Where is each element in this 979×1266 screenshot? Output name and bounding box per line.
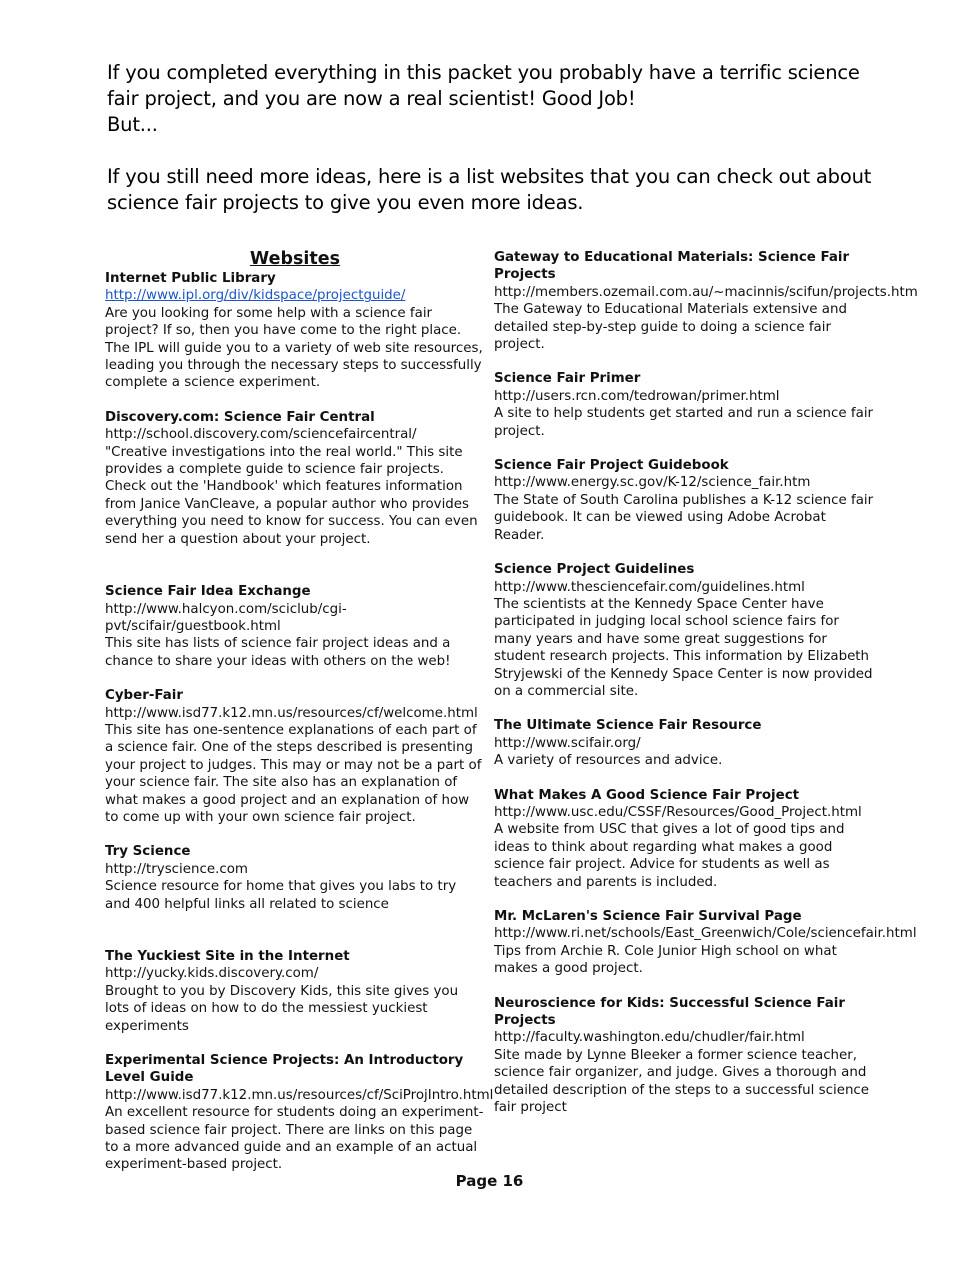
entry-url: http://www.usc.edu/CSSF/Resources/Good_Project.html [494,804,862,820]
entry-title: Neuroscience for Kids: Successful Science Fair Projects [494,995,845,1029]
entry-link[interactable]: http://www.ipl.org/div/kidspace/projectguide/ [105,288,406,304]
website-entry [105,948,485,1035]
entry-description: An excellent resource for students doing an experiment-based science fair project. There are links on this page to a more advanced guide and an example of an actual experiment-based project. [105,1105,484,1173]
website-entry [105,843,485,913]
entry-description: The State of South Carolina publishes a K-12 science fair guidebook. It can be viewed using Adobe Acrobat Reader. [494,492,874,543]
entry-description: Science resource for home that gives you labs to try and 400 helpful links all related to science [105,879,457,912]
entry-description: A site to help students get started and run a science fair project. [494,406,874,439]
intro-line: But... [107,113,158,136]
website-entry [494,249,918,353]
intro-line: If you still need more ideas, here is a list websites that you can check out about [107,165,872,188]
entry-description: This site has lists of science fair project ideas and a chance to share your ideas with others on the web! [105,636,451,669]
website-entry [494,717,874,769]
entry-url: http://school.discovery.com/sciencefaircentral/ [105,427,417,443]
intro-text [107,60,897,216]
right-column [494,249,918,1116]
entry-title: What Makes A Good Science Fair Project [494,787,800,803]
entry-url: http://members.ozemail.com.au/~macinnis/scifun/projects.htm [494,284,918,300]
intro-line: science fair projects to give you even more ideas. [107,191,584,214]
entry-title: Internet Public Library [105,271,276,286]
website-entry [105,1052,494,1174]
entry-url: http://www.thesciencefair.com/guidelines.html [494,579,805,595]
entry-title: Science Project Guidelines [494,562,695,578]
website-entry [105,583,485,670]
entry-title: Mr. McLaren's Science Fair Survival Page [494,909,802,924]
website-entry [105,687,485,826]
website-entry [105,270,485,392]
entry-title: Science Fair Idea Exchange [105,584,311,600]
entry-title: Cyber-Fair [105,688,183,704]
entry-url: http://www.scifair.org/ [494,735,641,751]
entry-url: http://www.isd77.k12.mn.us/resources/cf/SciProjIntro.html [105,1087,494,1103]
entry-description: Are you looking for some help with a science fair project? If so, then you have come to the right place. The IPL will guide you to a variety of web site resources, leading you through the necessary steps to successfully complete a science experiment. [105,305,483,391]
entry-description: A variety of resources and advice. [494,753,723,769]
entry-url: http://users.rcn.com/tedrowan/primer.html [494,388,780,404]
websites-heading: Websites [249,249,341,269]
entry-title: Science Fair Project Guidebook [494,458,729,474]
entry-description: A website from USC that gives a lot of good tips and ideas to think about regarding what makes a good science fair project. Advice for students as well as teachers and parents is included. [494,822,845,890]
page-number: Page 16 [455,1172,524,1190]
intro-line: fair project, and you are now a real scientist! Good Job! [107,87,636,110]
entry-url: http://yucky.kids.discovery.com/ [105,966,319,982]
website-entry [105,409,485,548]
entry-description: The Gateway to Educational Materials extensive and detailed step-by-step guide to doing a science fair project. [494,302,847,353]
entry-description: Site made by Lynne Bleeker a former science teacher, science fair organizer, and judge. Gives a thorough and detailed description of the steps to a successful science fair project [494,1047,870,1116]
entry-url: http://faculty.washington.edu/chudler/fair.html [494,1030,805,1046]
intro-line: If you completed everything in this packet you probably have a terrific science [107,61,860,84]
entry-title: Gateway to Educational Materials: Science Fair Projects [494,250,850,283]
entry-title: Discovery.com: Science Fair Central [105,409,375,425]
entry-description: The scientists at the Kennedy Space Center have participated in judging local school science fairs for many years and have some great suggestions for student research projects. This information by Elizabeth Stryjewski of the Kennedy Space Center is now provided on a commercial site. [494,596,873,699]
entry-description: "Creative investigations into the real world." This site provides a complete guide to science fair projects. Check out the 'Handbook' which features information from Janice VanCleave, a popular author who provides everything you need to know for success. You can even send her a question about your project. [105,444,478,547]
entry-title: The Yuckiest Site in the Internet [105,949,350,964]
entry-url: http://www.isd77.k12.mn.us/resources/cf/welcome.html [105,705,478,721]
entry-description: Tips from Archie R. Cole Junior High school on what makes a good project. [494,943,837,977]
entry-title: Try Science [105,844,191,860]
entry-url: http://tryscience.com [105,861,248,877]
entry-url: http://www.halcyon.com/sciclub/cgi-pvt/scifair/guestbook.html [105,601,347,634]
entry-url: http://www.ri.net/schools/East_Greenwich/Cole/sciencefair.html [494,926,917,942]
entry-title: Experimental Science Projects: An Introductory Level Guide [105,1053,464,1086]
entry-title: Science Fair Primer [494,371,641,387]
website-entry [494,561,874,700]
website-entry [494,787,874,891]
entry-url: http://www.energy.sc.gov/K-12/science_fair.htm [494,475,811,491]
website-entry [494,995,874,1117]
entry-description: Brought to you by Discovery Kids, this site gives you lots of ideas on how to do the messiest yuckiest experiments [105,983,459,1034]
website-entry [494,370,874,440]
left-column [105,248,494,1174]
website-entry [494,457,874,544]
website-entry [494,908,917,978]
entry-title: The Ultimate Science Fair Resource [494,718,762,734]
entry-description: This site has one-sentence explanations of each part of a science fair. One of the steps described is presenting your project to judges. This may or may not be a part of your science fair. The site also has an explanation of what makes a good project and an explanation of how to come up with your own science fair project. [105,722,482,825]
